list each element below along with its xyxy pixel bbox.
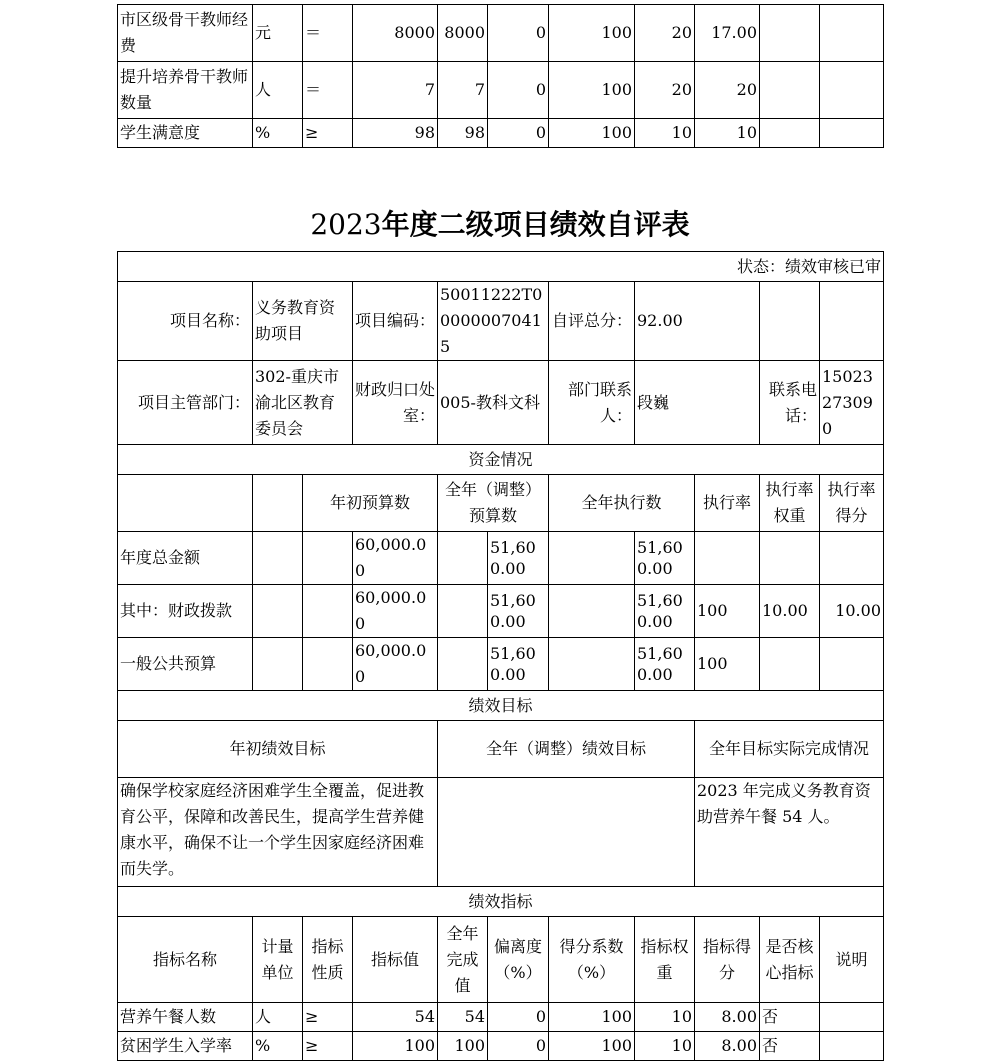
self-evaluation-table xyxy=(117,251,884,1061)
indicator-note xyxy=(820,119,884,148)
indicator-unit: % xyxy=(253,1032,303,1061)
empty-cell xyxy=(303,585,353,638)
indicator-core-flag xyxy=(760,5,820,62)
indicator-note xyxy=(820,5,884,62)
table-row xyxy=(118,638,884,691)
self-score-label: 自评总分： xyxy=(549,282,635,361)
funds-rate-weight-value xyxy=(760,638,820,691)
funds-executed-value: 51,600.00 xyxy=(635,638,695,691)
goals-header-actual: 全年目标实际完成情况 xyxy=(695,721,884,778)
ind-header-completed: 全年完成值 xyxy=(438,917,488,1003)
indicator-completed: 98 xyxy=(438,119,488,148)
ind-header-note: 说明 xyxy=(820,917,884,1003)
funds-header-executed: 全年执行数 xyxy=(549,475,695,532)
funds-row-label: 年度总金额 xyxy=(118,532,253,585)
ind-header-nature: 指标性质 xyxy=(303,917,353,1003)
office-label: 财政归口处室： xyxy=(353,361,438,445)
indicator-coefficient: 100 xyxy=(549,1032,635,1061)
title-year: 2023 xyxy=(310,208,382,241)
indicator-weight: 10 xyxy=(635,1032,695,1061)
empty-cell xyxy=(303,532,353,585)
ind-header-unit: 计量单位 xyxy=(253,917,303,1003)
empty-cell xyxy=(438,638,488,691)
funds-initial-value: 60,000.00 xyxy=(353,585,438,638)
indicator-name: 学生满意度 xyxy=(118,119,253,148)
indicator-deviation: 0 xyxy=(488,1032,549,1061)
indicator-deviation: 0 xyxy=(488,62,549,119)
indicator-name: 市区级骨干教师经费 xyxy=(118,5,253,62)
table-row xyxy=(118,1003,884,1032)
project-code-label: 项目编码： xyxy=(353,282,438,361)
empty-cell xyxy=(549,532,635,585)
funds-rate-score-value xyxy=(820,638,884,691)
indicator-coefficient: 100 xyxy=(549,5,635,62)
contact-label: 部门联系人： xyxy=(549,361,635,445)
table-row xyxy=(118,119,884,148)
title-text: 年度二级项目绩效自评表 xyxy=(381,208,690,241)
indicator-completed: 100 xyxy=(438,1032,488,1061)
indicator-unit: 元 xyxy=(253,5,303,62)
indicator-name: 贫困学生入学率 xyxy=(118,1032,253,1061)
phone-value: 15023273090 xyxy=(820,361,884,445)
indicator-nature: ＝ xyxy=(303,62,353,119)
indicator-deviation: 0 xyxy=(488,1003,549,1032)
page-title xyxy=(0,200,1000,250)
funds-header-rate-score: 执行率得分 xyxy=(820,475,884,532)
table-row xyxy=(118,62,884,119)
table-row xyxy=(118,5,884,62)
dept-label: 项目主管部门： xyxy=(118,361,253,445)
ind-header-deviation: 偏离度（%） xyxy=(488,917,549,1003)
indicator-core-flag xyxy=(760,119,820,148)
empty-cell xyxy=(118,475,253,532)
empty-cell xyxy=(438,585,488,638)
goals-initial-text: 确保学校家庭经济困难学生全覆盖，促进教育公平，保障和改善民生，提高学生营养健康水平，确保不让一个学生因家庭经济困难而失学。 xyxy=(118,778,438,887)
funds-initial-value: 60,000.00 xyxy=(353,638,438,691)
project-code-value: 50011222T000000070415 xyxy=(438,282,549,361)
indicator-note xyxy=(820,1032,884,1061)
funds-header-rate: 执行率 xyxy=(695,475,760,532)
empty-cell xyxy=(549,638,635,691)
goals-adjusted-text xyxy=(438,778,695,887)
table-row xyxy=(118,1032,884,1061)
indicator-deviation: 0 xyxy=(488,119,549,148)
funds-header-rate-weight: 执行率权重 xyxy=(760,475,820,532)
indicator-completed: 54 xyxy=(438,1003,488,1032)
indicator-name: 提升培养骨干教师数量 xyxy=(118,62,253,119)
indicator-weight: 20 xyxy=(635,5,695,62)
self-score-value: 92.00 xyxy=(635,282,760,361)
ind-header-coef: 得分系数（%） xyxy=(549,917,635,1003)
indicator-weight: 10 xyxy=(635,119,695,148)
indicator-nature: ≥ xyxy=(303,1032,353,1061)
empty-cell xyxy=(303,638,353,691)
indicator-target: 7 xyxy=(353,62,438,119)
indicator-score: 20 xyxy=(695,62,760,119)
indicator-weight: 10 xyxy=(635,1003,695,1032)
indicator-score: 8.00 xyxy=(695,1032,760,1061)
phone-label: 联系电话： xyxy=(760,361,820,445)
indicator-score: 8.00 xyxy=(695,1003,760,1032)
contact-value: 段巍 xyxy=(635,361,760,445)
indicator-nature: ＝ xyxy=(303,5,353,62)
ind-header-score: 指标得分 xyxy=(695,917,760,1003)
indicator-deviation: 0 xyxy=(488,5,549,62)
empty-cell xyxy=(253,638,303,691)
funds-rate-value: 100 xyxy=(695,585,760,638)
funds-executed-value: 51,600.00 xyxy=(635,532,695,585)
indicator-completed: 8000 xyxy=(438,5,488,62)
table-row xyxy=(118,532,884,585)
ind-header-weight: 指标权重 xyxy=(635,917,695,1003)
indicator-core-flag: 否 xyxy=(760,1032,820,1061)
ind-header-name: 指标名称 xyxy=(118,917,253,1003)
empty-cell xyxy=(253,532,303,585)
funds-adjusted-value: 51,600.00 xyxy=(488,532,549,585)
indicator-target: 8000 xyxy=(353,5,438,62)
funds-executed-value: 51,600.00 xyxy=(635,585,695,638)
goals-section-header: 绩效目标 xyxy=(118,691,884,721)
funds-rate-score-value xyxy=(820,532,884,585)
indicator-unit: 人 xyxy=(253,62,303,119)
indicator-target: 98 xyxy=(353,119,438,148)
indicator-coefficient: 100 xyxy=(549,62,635,119)
goals-header-initial: 年初绩效目标 xyxy=(118,721,438,778)
dept-value: 302-重庆市渝北区教育委员会 xyxy=(253,361,353,445)
empty-cell xyxy=(760,282,820,361)
indicator-target: 54 xyxy=(353,1003,438,1032)
funds-adjusted-value: 51,600.00 xyxy=(488,638,549,691)
funds-header-adjusted: 全年（调整）预算数 xyxy=(438,475,549,532)
status-label: 状态：绩效审核已审 xyxy=(118,252,884,282)
indicator-unit: % xyxy=(253,119,303,148)
indicator-completed: 7 xyxy=(438,62,488,119)
ind-header-core: 是否核心指标 xyxy=(760,917,820,1003)
indicator-target: 100 xyxy=(353,1032,438,1061)
indicator-table-continued xyxy=(117,4,884,148)
funds-initial-value: 60,000.00 xyxy=(353,532,438,585)
indicator-unit: 人 xyxy=(253,1003,303,1032)
empty-cell xyxy=(549,585,635,638)
indicator-nature: ≥ xyxy=(303,1003,353,1032)
empty-cell xyxy=(438,532,488,585)
indicator-weight: 20 xyxy=(635,62,695,119)
empty-cell xyxy=(253,475,303,532)
indicator-core-flag: 否 xyxy=(760,1003,820,1032)
funds-adjusted-value: 51,600.00 xyxy=(488,585,549,638)
funds-rate-weight-value: 10.00 xyxy=(760,585,820,638)
funds-row-label: 一般公共预算 xyxy=(118,638,253,691)
office-value: 005-教科文科 xyxy=(438,361,549,445)
project-name-value: 义务教育资助项目 xyxy=(253,282,353,361)
empty-cell xyxy=(253,585,303,638)
indicator-name: 营养午餐人数 xyxy=(118,1003,253,1032)
funds-row-label: 其中：财政拨款 xyxy=(118,585,253,638)
indicator-score: 10 xyxy=(695,119,760,148)
project-name-label: 项目名称： xyxy=(118,282,253,361)
goals-actual-text: 2023 年完成义务教育资助营养午餐 54 人。 xyxy=(695,778,884,887)
indicators-section-header: 绩效指标 xyxy=(118,887,884,917)
funds-rate-value: 100 xyxy=(695,638,760,691)
indicator-note xyxy=(820,62,884,119)
ind-header-target: 指标值 xyxy=(353,917,438,1003)
indicator-core-flag xyxy=(760,62,820,119)
indicator-coefficient: 100 xyxy=(549,119,635,148)
funds-rate-value xyxy=(695,532,760,585)
indicator-coefficient: 100 xyxy=(549,1003,635,1032)
goals-header-adjusted: 全年（调整）绩效目标 xyxy=(438,721,695,778)
funds-rate-score-value: 10.00 xyxy=(820,585,884,638)
funds-rate-weight-value xyxy=(760,532,820,585)
table-row xyxy=(118,585,884,638)
indicator-nature: ≥ xyxy=(303,119,353,148)
funds-header-initial: 年初预算数 xyxy=(303,475,438,532)
funds-section-header: 资金情况 xyxy=(118,445,884,475)
indicator-note xyxy=(820,1003,884,1032)
indicator-score: 17.00 xyxy=(695,5,760,62)
empty-cell xyxy=(820,282,884,361)
